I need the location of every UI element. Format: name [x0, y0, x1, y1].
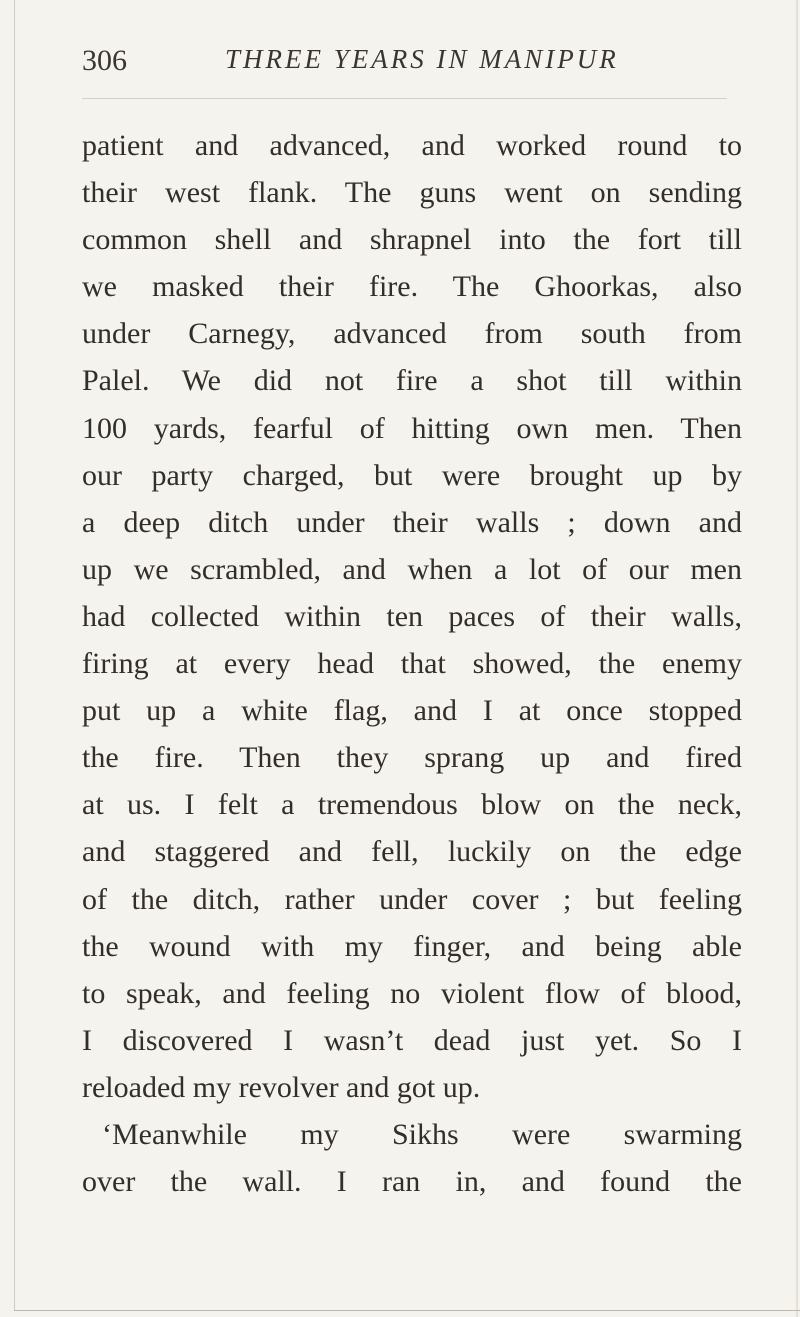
text-line: their west flank. The guns went on sending — [82, 176, 742, 210]
running-head: THREE YEARS IN MANIPUR — [225, 44, 619, 74]
page-header — [82, 44, 742, 84]
header-rule — [82, 98, 727, 99]
text-line: we masked their fire. The Ghoorkas, also — [82, 270, 742, 304]
text-line: the fire. Then they sprang up and fired — [82, 741, 742, 775]
text-line: over the wall. I ran in, and found the — [82, 1165, 742, 1199]
text-line: put up a white flag, and I at once stopped — [82, 694, 742, 728]
text-line: at us. I felt a tremendous blow on the neck, — [82, 788, 742, 822]
text-line: our party charged, but were brought up by — [82, 458, 742, 492]
text-line: 100 yards, fearful of hitting own men. Then — [82, 411, 742, 445]
text-line: the wound with my finger, and being able — [82, 929, 742, 963]
page-right-edge — [796, 0, 798, 1317]
text-line: and staggered and fell, luckily on the edge — [82, 835, 742, 869]
text-line: under Carnegy, advanced from south from — [82, 317, 742, 351]
text-line: a deep ditch under their walls ; down and — [82, 505, 742, 539]
body-text — [82, 122, 742, 1205]
text-line: to speak, and feeling no violent flow of blood, — [82, 976, 742, 1010]
text-line: Palel. We did not fire a shot till within — [82, 364, 742, 398]
text-line: common shell and shrapnel into the fort till — [82, 223, 742, 257]
text-line: had collected within ten paces of their walls, — [82, 599, 742, 633]
page-left-edge — [14, 0, 15, 1310]
text-line: up we scrambled, and when a lot of our men — [82, 552, 742, 586]
text-line: patient and advanced, and worked round to — [82, 129, 742, 162]
text-line: reloaded my revolver and got up. — [82, 1070, 481, 1104]
page-bottom-edge — [14, 1310, 800, 1311]
text-line: I discovered I wasn’t dead just yet. So I — [82, 1023, 742, 1057]
text-line: ‘Meanwhile my Sikhs were swarming — [102, 1117, 742, 1151]
text-line: of the ditch, rather under cover ; but feeling — [82, 882, 742, 916]
text-line: firing at every head that showed, the enemy — [82, 647, 742, 681]
page-number: 306 — [82, 44, 127, 77]
